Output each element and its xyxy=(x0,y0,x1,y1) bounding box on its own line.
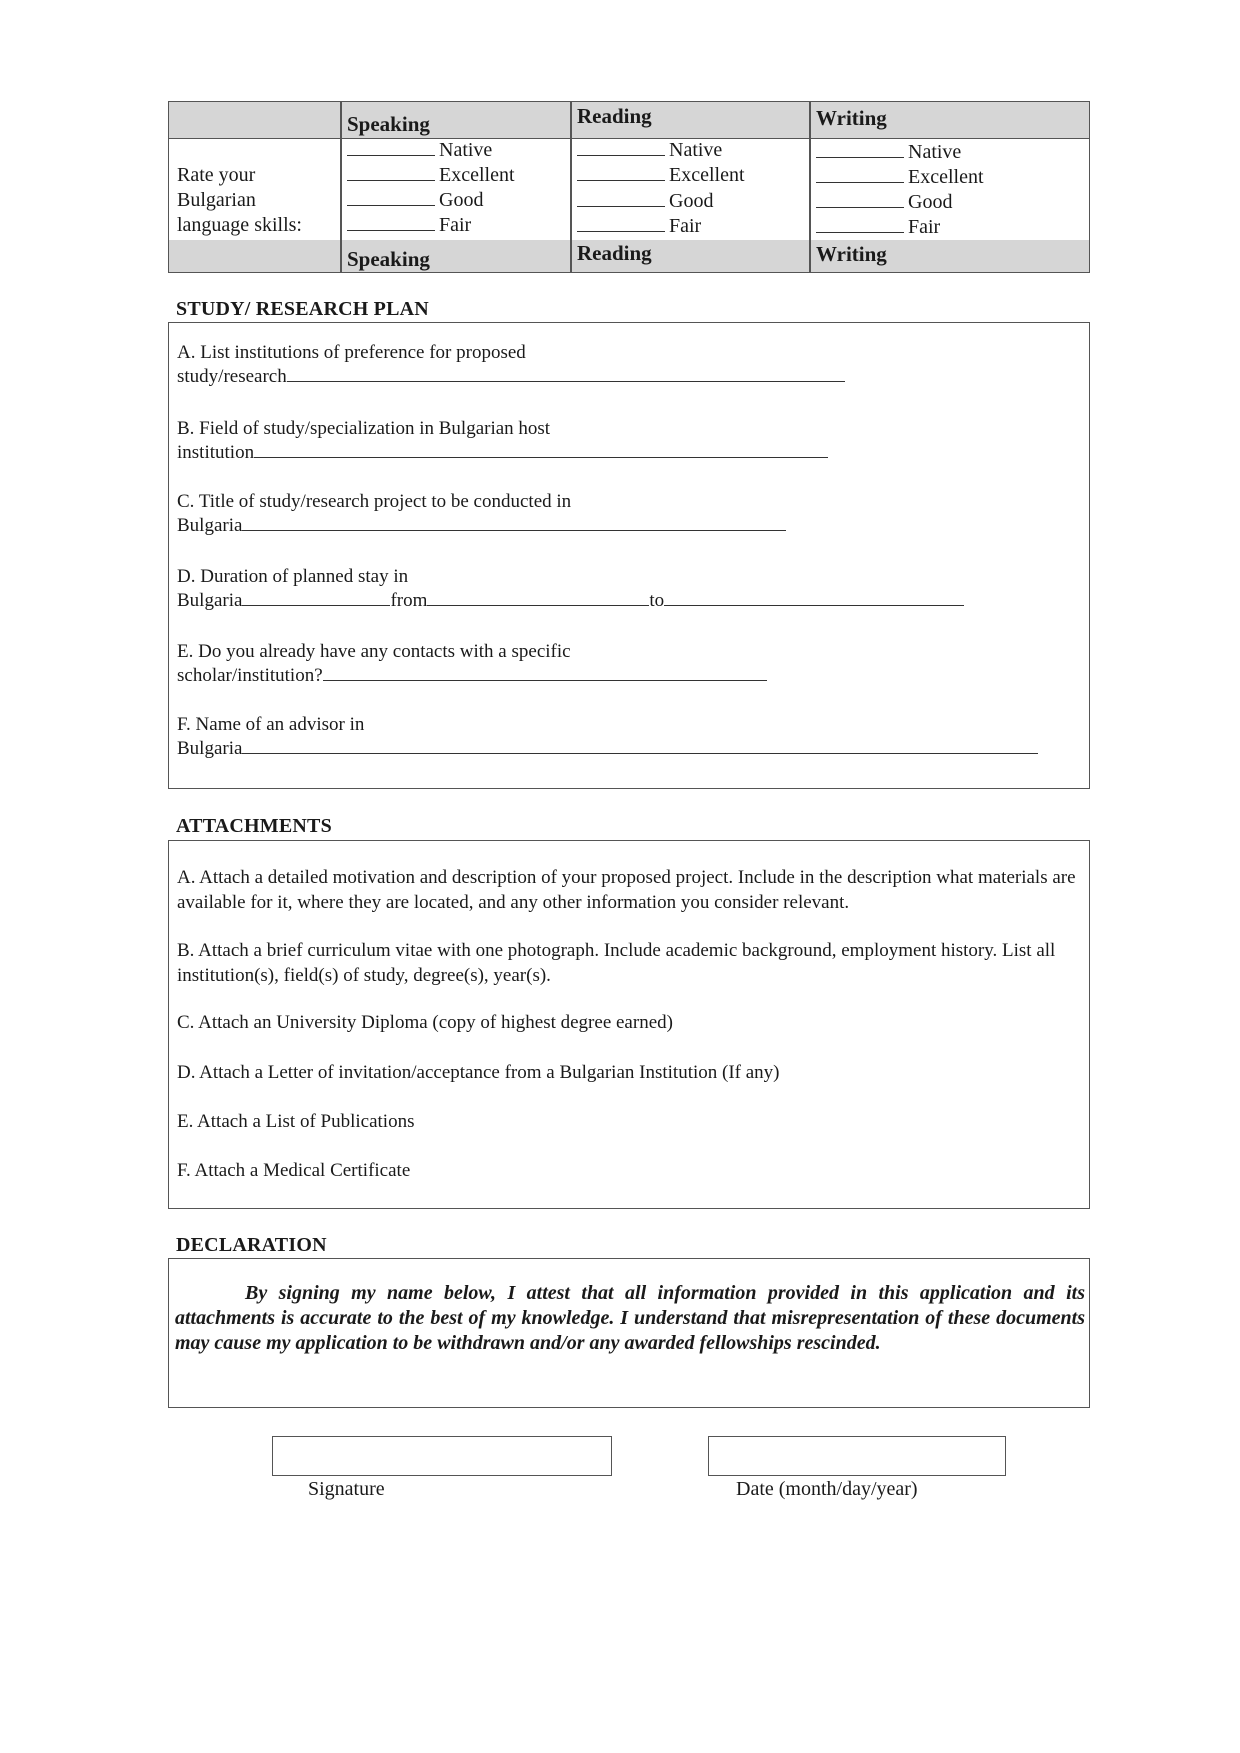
question-d-label: D. Duration of planned stay in xyxy=(177,566,409,587)
question-f-field: Bulgaria xyxy=(177,737,1038,761)
reading-native[interactable]: Native xyxy=(577,137,722,163)
writing-fair[interactable]: Fair xyxy=(816,214,940,240)
contacts-input[interactable] xyxy=(323,664,767,681)
to-date-input[interactable] xyxy=(664,589,964,606)
reading-excellent[interactable]: Excellent xyxy=(577,162,745,188)
writing-native-blank[interactable] xyxy=(816,139,904,158)
attachment-item-a: A. Attach a detailed motivation and description of your proposed project. Include in the description what materials are available for it, where they are located, and any other information you consider relevant. xyxy=(177,867,1076,913)
attachment-item-d: D. Attach a Letter of invitation/acceptance from a Bulgarian Institution (If any) xyxy=(177,1062,780,1083)
attachment-item-b: B. Attach a brief curriculum vitae with one photograph. Include academic background, employment history. List all institution(s), field(s) of study, degree(s), year(s). xyxy=(177,940,1056,986)
question-e-field: scholar/institution? xyxy=(177,664,767,688)
question-b-field: institution xyxy=(177,441,828,465)
speaking-fair[interactable]: Fair xyxy=(347,212,471,238)
reading-fair[interactable]: Fair xyxy=(577,213,701,239)
speaking-footer: Speaking xyxy=(347,247,430,271)
institutions-input[interactable] xyxy=(287,365,845,382)
question-d-field: Bulgaria from to xyxy=(177,589,964,613)
reading-native-blank[interactable] xyxy=(577,137,665,156)
reading-excellent-blank[interactable] xyxy=(577,162,665,181)
declaration-title: DECLARATION xyxy=(176,1234,327,1256)
speaking-excellent-blank[interactable] xyxy=(347,162,435,181)
project-title-input[interactable] xyxy=(242,514,786,531)
speaking-native[interactable]: Native xyxy=(347,137,492,163)
advisor-input[interactable] xyxy=(242,737,1038,754)
reading-footer: Reading xyxy=(577,241,652,265)
study-plan-title: STUDY/ RESEARCH PLAN xyxy=(176,298,429,320)
column-divider xyxy=(340,102,342,272)
signature-field[interactable] xyxy=(272,1436,612,1476)
language-skills-table xyxy=(168,101,1090,273)
duration-input[interactable] xyxy=(242,589,390,606)
reading-fair-blank[interactable] xyxy=(577,213,665,232)
from-date-input[interactable] xyxy=(427,589,649,606)
writing-good[interactable]: Good xyxy=(816,189,952,215)
field-of-study-input[interactable] xyxy=(254,441,828,458)
attachment-item-c: C. Attach an University Diploma (copy of highest degree earned) xyxy=(177,1012,673,1033)
writing-native[interactable]: Native xyxy=(816,139,961,165)
writing-header: Writing xyxy=(816,106,887,130)
speaking-native-blank[interactable] xyxy=(347,137,435,156)
speaking-header: Speaking xyxy=(347,112,430,136)
question-e-label: E. Do you already have any contacts with a specific xyxy=(177,641,571,662)
speaking-good-blank[interactable] xyxy=(347,187,435,206)
attachments-title: ATTACHMENTS xyxy=(176,815,332,837)
reading-good-blank[interactable] xyxy=(577,188,665,207)
study-plan-box xyxy=(168,322,1090,789)
question-f-label: F. Name of an advisor in xyxy=(177,714,365,735)
rate-skills-label: Rate your Bulgarian language skills: xyxy=(177,164,302,236)
question-b-label: B. Field of study/specialization in Bulgarian host xyxy=(177,418,551,439)
writing-excellent-blank[interactable] xyxy=(816,164,904,183)
speaking-fair-blank[interactable] xyxy=(347,212,435,231)
speaking-excellent[interactable]: Excellent xyxy=(347,162,515,188)
reading-header: Reading xyxy=(577,104,652,128)
writing-footer: Writing xyxy=(816,242,887,266)
column-divider xyxy=(570,102,572,272)
declaration-box xyxy=(168,1258,1090,1408)
writing-good-blank[interactable] xyxy=(816,189,904,208)
speaking-good[interactable]: Good xyxy=(347,187,483,213)
attachments-box xyxy=(168,840,1090,1209)
date-label: Date (month/day/year) xyxy=(736,1478,918,1500)
declaration-text: By signing my name below, I attest that all information provided in this application and its attachments is accurate to the best of my knowledge. I understand that misrepresentation of these documents may cause my application to be withdrawn and/or any awarded fellowships rescinded. xyxy=(175,1282,1085,1354)
date-field[interactable] xyxy=(708,1436,1006,1476)
column-divider xyxy=(809,102,811,272)
question-c-label: C. Title of study/research project to be conducted in xyxy=(177,491,572,512)
writing-excellent[interactable]: Excellent xyxy=(816,164,984,190)
signature-label: Signature xyxy=(308,1478,385,1500)
question-c-field: Bulgaria xyxy=(177,514,786,538)
attachment-item-f: F. Attach a Medical Certificate xyxy=(177,1160,411,1181)
question-a-field: study/research xyxy=(177,365,845,389)
attachment-item-e: E. Attach a List of Publications xyxy=(177,1111,415,1132)
question-a-label: A. List institutions of preference for proposed xyxy=(177,342,526,363)
writing-fair-blank[interactable] xyxy=(816,214,904,233)
reading-good[interactable]: Good xyxy=(577,188,713,214)
